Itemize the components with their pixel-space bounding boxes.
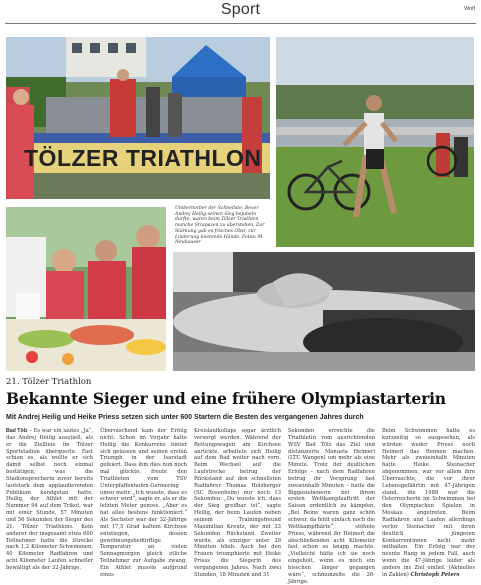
article-dateline: Bad Tölz	[6, 428, 28, 434]
article-paragraph: Beim Schwimmen hatte es kurzzeitig so ausgesehen, als würden weder Priess noch Heimerl das Rennen machen. Mehr als zweieinhalb Minuten hatte Heike Steinacher abgenommen, war vor allem ihre Überraschte, die vor ihrer Lebensgefährtin mit 47-Jährigen stand, die 1988 war die Österreicherin im Schwimmen bei den Olympischen Spielen in Moskau angetreten. Beim Radfahren und Laufen allerdings verlor Steinacher mit ihren deutlich jüngeren Konkurrentinnen nicht mehr mithalten. Ein Erfolg war der neunte Rang in jedem Fall, auch wenn die 47-Jährige leider als andere ins Ziel einlief. (Aktuelles in Zahlen)	[382, 428, 475, 578]
article-kicker: 21. Tölzer Triathlon	[6, 377, 92, 387]
page-header	[0, 0, 481, 22]
article-column-5	[382, 428, 475, 578]
finish-banner-text: TÖLZER TRIATHLON	[24, 145, 262, 171]
fruit-station-image	[6, 207, 166, 371]
photo-transition-runner	[276, 37, 474, 247]
article-column-2	[100, 428, 187, 578]
article-column-3	[194, 428, 281, 578]
massage-image	[173, 252, 475, 371]
transition-runner-image	[276, 37, 474, 247]
article-paragraph: Kreislaufkollaps sogar ärztlich versorgt werden. Während der Rettungswagen am Kirchsee anrückte, arbeitete sich Heilig auf dem Rad weiter nach vorn. Beim Wechsel auf die Laufstrecke betrug der Rückstand auf den schnellsten Radfahrer Thomas Holzberger (SC Rosenheim) nur noch 13 Sekunden. „Du wusste ich, dass der Sieg greifbar ist“, sagte Heilig, der beim Laufen neben seinem Trainingsfreund Maximilian Kreutz, der mit 33 Sekunden Rückstand Zweiter wurde, als einziger unter 28 Minuten blieb. Auch bei den Frauen triumphierte mit Heike Priess die Siegerin des vergangenen Jahres. Nach zwei Stunden, 18 Minuten und 31	[194, 428, 281, 578]
article-paragraph: Überraschend kam der Erfolg nicht: Schon im Vorjahr hatte Heilig die Konkurrenz hinter sich gelassen und seinen ersten Triumph in der Isarstadt gefeiert. Dass ihm dies nun noch mal glückte, freute den Triathleten vom TSV Unterpfaffenhofen-Germering umso mehr. „Ich wusste, dass es schwer wird“, sagte er, als er die letzten Meter genoss. „Aber es hat alles bestens funktioniert.“ Als Sechster war der 32-Jährige mit 17,5 Grad kaltem Kirchsee entstiegen, dessen gewöhnungsbedürftige Temperatur an vielen Sonnagmorgen gleich etliche Teilnehmer zur Aufgabe zwang. Ein Athlet musste aufgrund eines	[100, 428, 187, 578]
photo-finish-line	[6, 37, 270, 199]
article-paragraph: Sekunden erreichte die Triathletin vom ausrichtenden WSV Bad Tölz das Ziel und distanzierte Manuela Heimerl (LTC Wangen) um mehr als eine Minute. Trotz der deutlichen Erfolgs – nach dem Radfahren betrug ihr Vorsprung fast zweieinhalb Minuten – hatte die Biggesiebenerin bei ihrem ersten Wettkampfauftritt der Saison ordentlich zu kämpfen. „Bei Beine waren ganz schön schwer, da fehlt einfach noch die Wettkampfhärte“, stöhnte Priess, während ihr Heimerl die abschließenden acht Kilometer fast schon so knapp machte. „Vielleicht hätte ich sie noch eingeholt, wenn es noch ein bisschen länger gegangen wäre“, schmunzelte die 26-Jährige.	[288, 428, 375, 585]
section-title: Sport	[220, 1, 261, 18]
finish-line-image	[6, 37, 270, 199]
corner-label: Wolf	[464, 6, 475, 12]
article-paragraph: – Es war ein lautes „Ja“, das Andrej Heilig ausstieß, als er die Ziellinie im Tölzer Sportstadion überquerte. Fast schien es, als wollte er sich damit selbst noch einmal bestätigen, was die Stadionsprecherin zuvor bereits lautstark dem applaudierenden Publikum kundgetan hatte. Heilig, der Athlet mit der Nummer 94 auf dem Trikot, war mit einer Stunde, 57 Minuten und 56 Sekunden der Sieger des 21. Tölzer Triathlons. Kein anderer der insgesamt etwa 600 Teilnehmer hatte die Strecke nach 1,2 Kilometer Schwimmen, 40 Kilometer Radfahren und acht Kilometer Laufen schneller bewältigt als der 32-Jährige.	[6, 428, 93, 571]
article-headline: Bekannte Sieger und eine frühere Olympiastarterin	[6, 389, 446, 408]
photo-caption: Umberhorber der Schnellste: Bevor Andrej Heilig seinen Sieg bejubeln durfte, waren beim Tölzer Triathlon manche Strapazen zu überstehen. Zur Stärkung gab es frisches Obst, zur Linderung knetende Hände. Fotos: M. Neuhauser	[175, 206, 265, 246]
article-subline: Mit Andrej Heilig und Heike Priess setzen sich unter 600 Startern die Besten des vergangenen Jahres durch	[6, 414, 364, 421]
photo-fruit-station	[6, 207, 166, 371]
photo-massage	[173, 252, 475, 371]
header-divider	[5, 23, 476, 24]
article-author: Christoph Peters	[410, 571, 460, 578]
article-column-1	[6, 428, 93, 571]
article-column-4	[288, 428, 375, 585]
